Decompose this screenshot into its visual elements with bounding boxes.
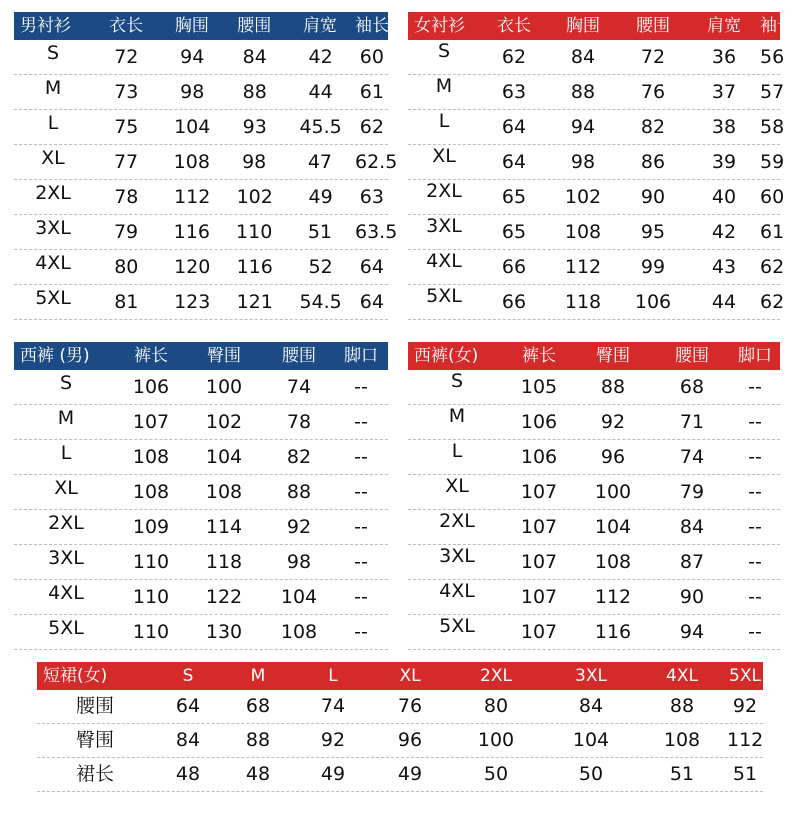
table-cell: 49 — [397, 763, 423, 785]
women-trousers-table — [408, 342, 780, 644]
table-cell: -- — [354, 551, 368, 573]
table-cell: 104 — [572, 729, 610, 751]
row-label: 5XL — [48, 617, 84, 639]
table-cell: 122 — [205, 586, 243, 608]
row-label: S — [47, 42, 60, 64]
row-label: M — [448, 405, 466, 427]
table-cell: 37 — [711, 81, 737, 103]
table-cell: 82 — [286, 446, 312, 468]
table-cell: 121 — [236, 291, 273, 313]
skirt-table — [37, 662, 763, 804]
table-cell: 44 — [308, 81, 333, 103]
table-row — [14, 510, 388, 545]
row-label: 4XL — [439, 580, 475, 602]
header-cell: 脚口 — [738, 346, 772, 366]
table-cell: 88 — [286, 481, 312, 503]
table-cell: 96 — [397, 729, 423, 751]
table-cell: 90 — [679, 586, 705, 608]
table-cell: 65 — [501, 186, 527, 208]
header-cell: 肩宽 — [707, 16, 741, 36]
table-row — [14, 75, 388, 110]
table-cell: 98 — [180, 81, 205, 103]
row-label: M — [57, 407, 75, 429]
row-label: 3XL — [35, 217, 71, 239]
table-cell: 130 — [205, 621, 243, 643]
table-cell: 42 — [711, 221, 737, 243]
table-cell: 106 — [520, 446, 558, 468]
header-cell: 袖长 — [760, 16, 794, 36]
table-cell: 61 — [359, 81, 384, 103]
row-label: XL — [54, 477, 78, 499]
table-cell: 112 — [727, 729, 764, 751]
table-cell: 100 — [477, 729, 515, 751]
table-cell: 116 — [594, 621, 632, 643]
row-label: 5XL — [426, 285, 462, 307]
table-cell: 82 — [640, 116, 666, 138]
table-cell: 98 — [242, 151, 267, 173]
table-cell: 65 — [501, 221, 527, 243]
table-cell: 51 — [669, 763, 695, 785]
table-cell: 84 — [570, 46, 596, 68]
table-cell: 76 — [640, 81, 666, 103]
table-cell: 109 — [132, 516, 170, 538]
table-cell: -- — [354, 411, 368, 433]
table-cell: 98 — [570, 151, 596, 173]
table-row — [14, 440, 388, 475]
table-cell: -- — [354, 481, 368, 503]
row-label: 2XL — [426, 180, 462, 202]
table-cell: 110 — [236, 221, 273, 243]
table-cell: 102 — [564, 186, 602, 208]
table-row — [14, 545, 388, 580]
table-cell: 51 — [307, 221, 333, 243]
table-cell: 110 — [132, 551, 170, 573]
table-row — [14, 615, 388, 650]
table-cell: 108 — [594, 551, 632, 573]
row-label: 4XL — [48, 582, 84, 604]
header-cell: 西裤 (男) — [20, 346, 90, 366]
table-cell: 106 — [634, 291, 672, 313]
table-cell: 48 — [175, 763, 201, 785]
table-cell: 108 — [564, 221, 602, 243]
table-cell: 75 — [114, 116, 139, 138]
header-cell: 腰围 — [237, 16, 272, 36]
table-cell: 64 — [359, 291, 384, 313]
table-cell: 47 — [307, 151, 333, 173]
table-cell: 100 — [205, 376, 243, 398]
row-label: 3XL — [48, 547, 84, 569]
table-cell: 87 — [679, 551, 705, 573]
table-cell: 98 — [286, 551, 312, 573]
table-cell: 102 — [205, 411, 243, 433]
row-label: 2XL — [48, 512, 84, 534]
table-cell: 63 — [359, 186, 384, 208]
table-cell: 88 — [669, 695, 695, 717]
header-cell: 胸围 — [174, 16, 209, 36]
table-cell: -- — [748, 621, 762, 643]
table-row — [14, 250, 388, 285]
table-cell: 57 — [760, 81, 785, 103]
table-cell: 80 — [483, 695, 509, 717]
table-cell: 78 — [114, 186, 139, 208]
table-cell: 96 — [600, 446, 626, 468]
table-cell: 84 — [242, 46, 267, 68]
table-cell: 92 — [320, 729, 346, 751]
table-cell: 112 — [564, 256, 602, 278]
table-cell: 90 — [640, 186, 666, 208]
table-cell: -- — [354, 516, 368, 538]
table-row — [408, 285, 785, 320]
table-cell: 95 — [640, 221, 666, 243]
table-cell: 45.5 — [299, 116, 342, 138]
table-cell: 79 — [679, 481, 705, 503]
header-cell: 男衬衫 — [20, 16, 71, 36]
table-cell: -- — [748, 516, 762, 538]
table-cell: 106 — [132, 376, 170, 398]
table-row — [14, 145, 398, 180]
table-cell: 104 — [205, 446, 243, 468]
table-cell: 68 — [245, 695, 271, 717]
table-cell: 36 — [711, 46, 737, 68]
men-shirt-table — [14, 12, 398, 320]
table-cell: 84 — [175, 729, 201, 751]
header-cell: 腰围 — [282, 346, 316, 366]
table-cell: 64 — [501, 116, 527, 138]
table-cell: 60 — [359, 46, 384, 68]
header-cell: 胸围 — [566, 16, 600, 36]
header-cell: 衣长 — [497, 16, 531, 36]
table-cell: 107 — [520, 621, 558, 643]
header-cell: 女衬衫 — [414, 16, 465, 36]
table-cell: 118 — [205, 551, 243, 573]
row-label: M — [435, 75, 453, 97]
row-label: 5XL — [439, 615, 475, 637]
table-cell: 107 — [132, 411, 170, 433]
table-cell: 114 — [205, 516, 243, 538]
header-cell: 臀围 — [596, 346, 630, 366]
table-cell: -- — [354, 376, 368, 398]
table-cell: 118 — [564, 291, 602, 313]
table-cell: 108 — [280, 621, 318, 643]
table-cell: 99 — [640, 256, 666, 278]
header-cell: 裤长 — [134, 346, 168, 366]
table-cell: 56 — [760, 46, 785, 68]
row-label: L — [47, 112, 59, 134]
table-cell: 74 — [286, 376, 312, 398]
table-cell: 62 — [760, 256, 785, 278]
row-label: L — [438, 110, 450, 132]
table-cell: -- — [748, 586, 762, 608]
table-cell: 110 — [132, 586, 170, 608]
table-cell: 106 — [520, 411, 558, 433]
table-row — [14, 370, 388, 405]
table-row — [14, 180, 388, 215]
table-cell: 112 — [594, 586, 632, 608]
table-cell: 107 — [520, 586, 558, 608]
table-cell: 110 — [132, 621, 170, 643]
table-cell: 59 — [760, 151, 785, 173]
header-cell: 2XL — [480, 666, 512, 686]
row-label: 4XL — [35, 252, 71, 274]
table-cell: 62 — [501, 46, 527, 68]
table-cell: 108 — [205, 481, 243, 503]
table-cell: 93 — [242, 116, 267, 138]
table-cell: 64 — [175, 695, 201, 717]
table-cell: 51 — [732, 763, 758, 785]
table-cell: 108 — [132, 446, 170, 468]
table-cell: 42 — [308, 46, 333, 68]
table-cell: 48 — [245, 763, 271, 785]
row-label: S — [437, 40, 451, 62]
table-cell: 79 — [113, 221, 139, 243]
table-cell: 73 — [114, 81, 139, 103]
table-cell: 102 — [236, 186, 273, 208]
table-cell: 116 — [236, 256, 273, 278]
table-cell: 64 — [359, 256, 384, 278]
table-cell: 49 — [308, 186, 333, 208]
header-cell: 腰围 — [636, 16, 670, 36]
table-cell: -- — [354, 446, 368, 468]
table-cell: 92 — [600, 411, 626, 433]
table-row — [14, 405, 388, 440]
table-cell: 88 — [570, 81, 596, 103]
table-cell: 61 — [760, 221, 785, 243]
row-label: M — [44, 77, 62, 99]
table-cell: 88 — [242, 81, 267, 103]
table-cell: -- — [748, 411, 762, 433]
table-cell: 66 — [501, 256, 527, 278]
header-cell: XL — [399, 666, 421, 686]
header-cell: 衣长 — [109, 16, 144, 36]
table-cell: 52 — [308, 256, 333, 278]
table-cell: 92 — [732, 695, 758, 717]
table-cell: 49 — [320, 763, 346, 785]
row-label: 臀围 — [75, 729, 114, 751]
table-cell: 104 — [594, 516, 632, 538]
table-row — [14, 40, 388, 75]
row-label: 4XL — [426, 250, 462, 272]
table-cell: -- — [354, 586, 368, 608]
men-trousers-table — [14, 342, 388, 644]
table-cell: 105 — [520, 376, 558, 398]
table-cell: 86 — [640, 151, 666, 173]
table-cell: 84 — [679, 516, 705, 538]
table-cell: 63.5 — [355, 221, 398, 243]
table-cell: 78 — [286, 411, 312, 433]
row-label: 腰围 — [75, 695, 114, 717]
row-label: 2XL — [439, 510, 475, 532]
table-row — [37, 690, 763, 724]
table-cell: 108 — [663, 729, 701, 751]
table-cell: 68 — [679, 376, 705, 398]
row-label: XL — [432, 145, 456, 167]
table-cell: 84 — [578, 695, 604, 717]
table-cell: 104 — [174, 116, 211, 138]
table-cell: 107 — [520, 551, 558, 573]
table-cell: 112 — [174, 186, 211, 208]
table-row — [14, 580, 388, 615]
table-cell: 94 — [570, 116, 596, 138]
table-cell: 66 — [501, 291, 527, 313]
table-cell: 88 — [245, 729, 271, 751]
row-label: XL — [41, 147, 65, 169]
table-cell: 116 — [173, 221, 210, 243]
table-cell: 123 — [174, 291, 211, 313]
table-cell: 43 — [711, 256, 737, 278]
table-cell: 54.5 — [299, 291, 342, 313]
table-cell: 58 — [760, 116, 785, 138]
table-row — [408, 615, 780, 650]
table-row — [14, 215, 398, 250]
row-label: 2XL — [35, 182, 71, 204]
table-cell: 77 — [113, 151, 139, 173]
table-cell: 94 — [180, 46, 205, 68]
header-cell: 袖长 — [355, 16, 389, 36]
header-cell: S — [182, 666, 194, 686]
table-cell: 100 — [594, 481, 632, 503]
header-cell: 臀围 — [207, 346, 241, 366]
table-cell: 71 — [679, 411, 705, 433]
table-cell: 74 — [679, 446, 705, 468]
header-cell: 西裤(女) — [414, 346, 479, 366]
table-cell: 64 — [501, 151, 527, 173]
header-cell: 脚口 — [344, 346, 378, 366]
women-shirt-table — [408, 12, 794, 320]
table-cell: 108 — [173, 151, 210, 173]
table-cell: 81 — [114, 291, 139, 313]
table-cell: 88 — [600, 376, 626, 398]
row-label: 5XL — [35, 287, 71, 309]
table-cell: 74 — [320, 695, 346, 717]
table-cell: 62 — [359, 116, 384, 138]
row-label: L — [451, 440, 463, 462]
table-row — [37, 758, 763, 792]
header-cell: 短裙(女) — [43, 666, 108, 686]
table-cell: 50 — [578, 763, 604, 785]
header-cell: 4XL — [666, 666, 698, 686]
table-cell: -- — [748, 481, 762, 503]
table-cell: 76 — [397, 695, 423, 717]
table-row — [14, 110, 388, 145]
table-cell: 107 — [520, 516, 558, 538]
table-cell: 120 — [174, 256, 211, 278]
row-label: 裙长 — [75, 763, 114, 785]
table-cell: 92 — [286, 516, 312, 538]
row-label: XL — [445, 475, 469, 497]
table-cell: 72 — [640, 46, 666, 68]
table-cell: 44 — [711, 291, 737, 313]
table-cell: -- — [354, 621, 368, 643]
table-cell: 62 — [760, 291, 785, 313]
header-cell: 肩宽 — [302, 16, 337, 36]
table-cell: 107 — [520, 481, 558, 503]
table-row — [37, 724, 763, 758]
table-cell: 94 — [679, 621, 705, 643]
table-cell: 63 — [501, 81, 527, 103]
row-label: 3XL — [426, 215, 462, 237]
table-cell: 40 — [711, 186, 737, 208]
table-cell: 62.5 — [355, 151, 398, 173]
skirt-header — [37, 662, 763, 690]
table-cell: 80 — [114, 256, 139, 278]
table-cell: -- — [748, 551, 762, 573]
row-label: S — [59, 372, 73, 394]
header-cell: L — [328, 666, 338, 686]
table-cell: 108 — [132, 481, 170, 503]
header-cell: M — [250, 666, 266, 686]
header-cell: 5XL — [729, 666, 761, 686]
header-cell: 裤长 — [522, 346, 556, 366]
row-label: S — [450, 370, 464, 392]
table-cell: 104 — [280, 586, 318, 608]
table-cell: 50 — [483, 763, 509, 785]
table-cell: 39 — [711, 151, 737, 173]
table-row — [14, 285, 388, 320]
table-row — [14, 475, 388, 510]
row-label: L — [60, 442, 72, 464]
table-cell: 60 — [760, 186, 785, 208]
table-cell: -- — [748, 376, 762, 398]
header-cell: 腰围 — [675, 346, 709, 366]
row-label: 3XL — [439, 545, 475, 567]
header-cell: 3XL — [575, 666, 607, 686]
table-cell: 72 — [114, 46, 139, 68]
table-cell: 38 — [711, 116, 737, 138]
table-cell: -- — [748, 446, 762, 468]
